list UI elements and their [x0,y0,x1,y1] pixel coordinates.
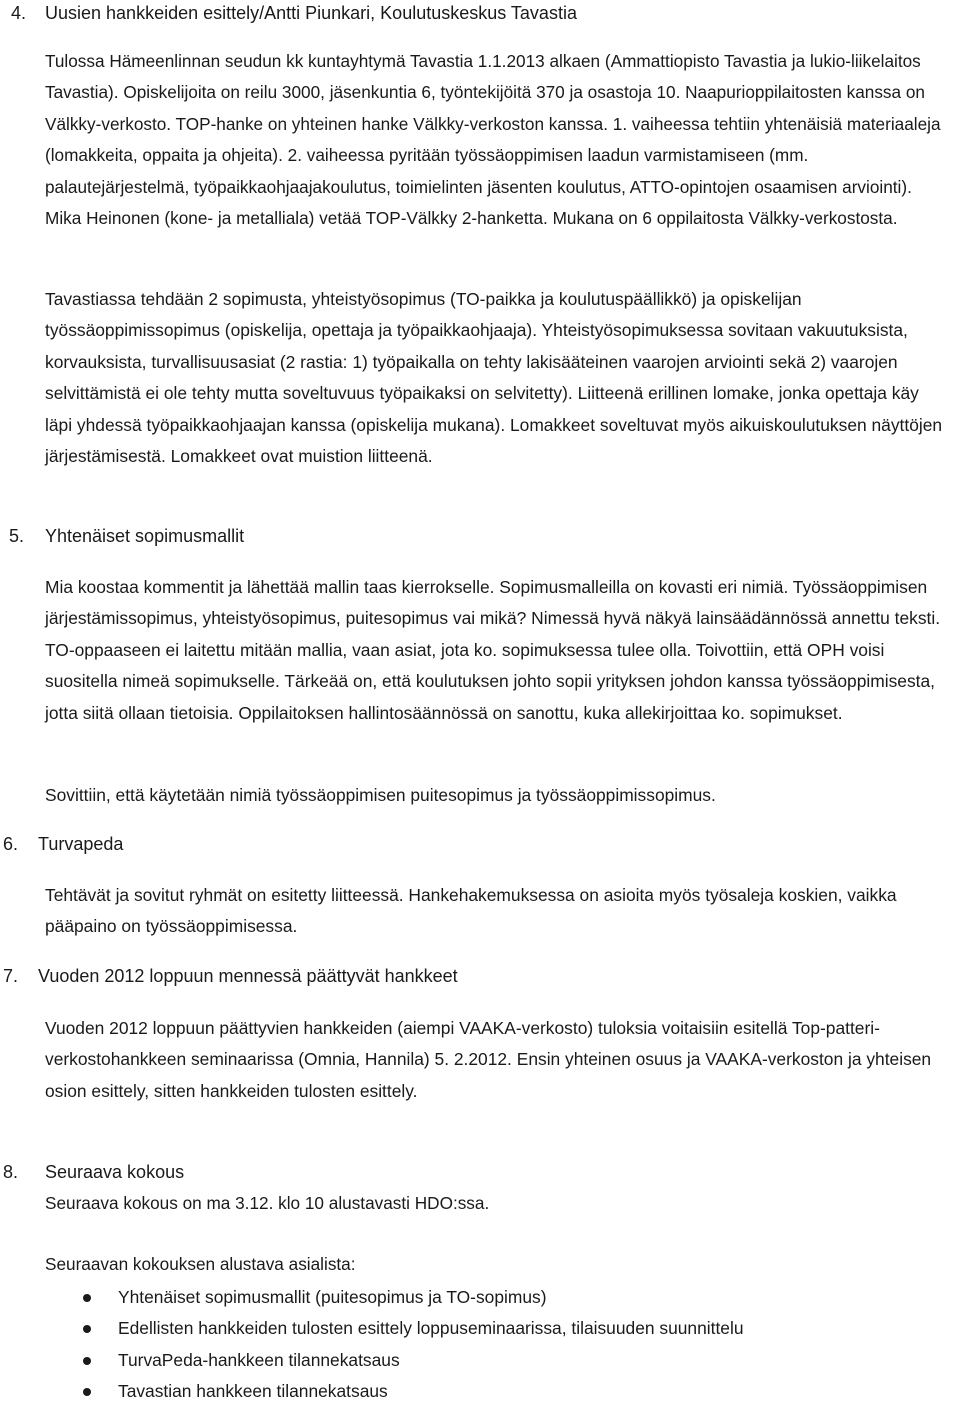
list-item-text: Yhtenäiset sopimusmallit (puitesopimus ja TO-sopimus) [118,1287,547,1307]
bullet-icon [83,1388,91,1396]
bullet-icon [83,1325,91,1333]
section-4-paragraph-1: Tulossa Hämeenlinnan seudun kk kuntayhtymä Tavastia 1.1.2013 alkaen (Ammattiopisto Tavastia ja lukio-liikelaitos Tavastia). Opiskelijoita on reilu 3000, jäsenkuntia 6, työntekijöitä 370 ja osastoja 10. Naapurioppilaitosten kanssa on Välkky-verkosto. TOP-hanke on yhteinen hanke Välkky-verkoston kanssa. 1. vaiheessa tehtiin yhtenäisiä materiaaleja (lomakkeita, oppaita ja ohjeita). 2. vaiheessa pyritään työssäoppimisen laadun varmistamiseen (mm. palautejärjestelmä, työpaikkaohjaajakoulutus, toimielinten jäsenten koulutus, ATTO-opintojen osaamisen arviointi). Mika Heinonen (kone- ja metalliala) vetää TOP-Välkky 2-hanketta. Mukana on 6 oppilaitosta Välkky-verkostosta. [45,51,941,229]
list-item-text: Edellisten hankkeiden tulosten esittely loppuseminaarissa, tilaisuuden suunnittelu [118,1318,744,1339]
section-4-paragraph-2: Tavastiassa tehdään 2 sopimusta, yhteistyösopimus (TO-paikka ja koulutuspäällikkö) ja opiskelijan työssäoppimissopimus (opiskelija, opettaja ja työpaikkaohjaaja). Yhteistyösopimuksessa sovitaan vakuutuksista, korvauksista, turvallisuusasiat (2 rastia: 1) työpaikalla on tehty lakisääteinen vaarojen arviointi sekä 2) vaarojen selvittämistä ei ole tehty mutta soveltuvuus työpaikaksi on selvitetty). Liitteenä erillinen lomake, jonka opettaja käy läpi yhdessä työpaikkaohjaajan kanssa (opiskelija mukana). Lomakkeet soveltuvat myös aikuiskoulutuksen näyttöjen järjestämisestä. Lomakkeet ovat muistion liitteenä. [45,289,943,467]
bullet-icon [83,1294,91,1302]
section-number: 6. [3,834,19,854]
section-5-paragraph-1: Mia koostaa kommentit ja lähettää mallin taas kierrokselle. Sopimusmalleilla on kovasti eri nimiä. Työssäoppimisen järjestämissopimus, yhteistyösopimus, puitesopimus vai mikä? Nimessä hyvä näkyä lainsäädännössä annettu teksti. TO-oppaaseen ei laitettu mitään mallia, vaan asiat, jota ko. sopimuksessa tulee olla. Toivottiin, että OPH voisi suositella nimeä sopimukselle. Tärkeää on, että koulutuksen johto sopii yrityksen johdon kanssa työssäoppimisesta, jotta siitä ollaan tietoisia. Oppilaitoksen hallintosäännössä on sanottu, kuka allekirjoittaa ko. sopimukset. [45,577,941,723]
section-title: Yhtenäiset sopimusmallit [45,526,245,546]
section-title: Vuoden 2012 loppuun mennessä päättyvät hankkeet [38,966,458,986]
section-5-paragraph-2: Sovittiin, että käytetään nimiä työssäoppimisen puitesopimus ja työssäoppimissopimus. [45,785,716,805]
section-6-paragraph-1: Tehtävät ja sovitut ryhmät on esitetty liitteessä. Hankehakemuksessa on asioita myös työsaleja koskien, vaikka pääpaino on työssäoppimisessa. [45,885,897,937]
list-item-text: TurvaPeda-hankkeen tilannekatsaus [118,1349,400,1370]
section-8-paragraph-1: Seuraava kokous on ma 3.12. klo 10 alustavasti HDO:ssa. [45,1193,490,1213]
section-number: 8. [3,1162,19,1182]
section-8-paragraph-2: Seuraavan kokouksen alustava asialista: [45,1254,356,1274]
section-title: Seuraava kokous [45,1162,185,1182]
bullet-icon [83,1357,91,1365]
section-number: 5. [9,526,25,546]
section-title: Turvapeda [38,834,124,854]
section-7-paragraph-1: Vuoden 2012 loppuun päättyvien hankkeiden (aiempi VAAKA-verkosto) tuloksia voitaisiin esitellä Top-patteri-verkostohankkeen seminaarissa (Omnia, Hannila) 5. 2.2012. Ensin yhteinen osuus ja VAAKA-verkoston ja yhteisen osion esittely, sitten hankkeiden tulosten esittely. [45,1018,932,1101]
section-number: 4. [11,3,27,23]
section-number: 7. [3,966,19,986]
section-title: Uusien hankkeiden esittely/Antti Piunkari, Koulutuskeskus Tavastia [45,3,577,23]
list-item-text: Tavastian hankkeen tilannekatsaus [118,1381,388,1402]
